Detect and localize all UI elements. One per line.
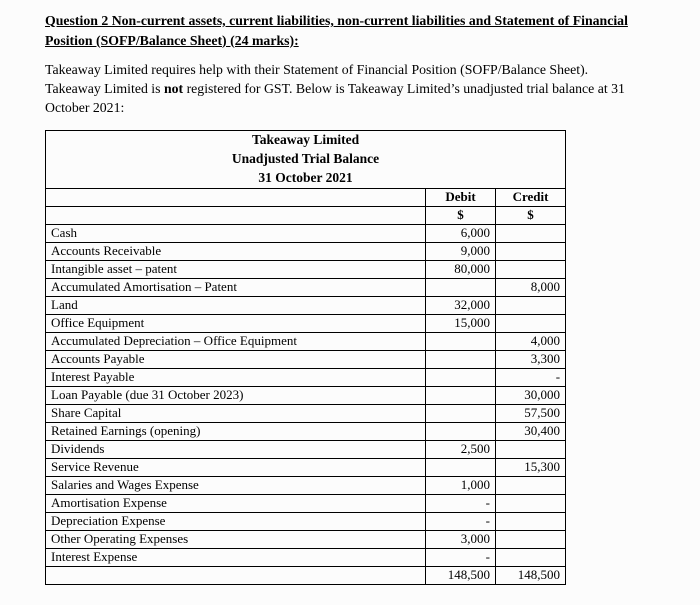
debit-value: 9,000: [426, 242, 496, 260]
account-name: Accumulated Amortisation – Patent: [46, 278, 426, 296]
table-row: [46, 242, 566, 260]
credit-value: 30,400: [496, 422, 566, 440]
total-row: [46, 566, 566, 584]
account-name: Retained Earnings (opening): [46, 422, 426, 440]
credit-value: [496, 512, 566, 530]
table-row: [46, 548, 566, 566]
account-name: Interest Payable: [46, 368, 426, 386]
debit-header: Debit: [426, 188, 496, 206]
total-account-blank: [46, 566, 426, 584]
debit-value: 80,000: [426, 260, 496, 278]
account-name: Accounts Payable: [46, 350, 426, 368]
account-name: Intangible asset – patent: [46, 260, 426, 278]
account-name: Dividends: [46, 440, 426, 458]
account-name: Land: [46, 296, 426, 314]
credit-value: 57,500: [496, 404, 566, 422]
debit-value: 2,500: [426, 440, 496, 458]
credit-value: [496, 494, 566, 512]
account-name: Share Capital: [46, 404, 426, 422]
total-credit-value: 148,500: [496, 566, 566, 584]
trial-balance-body: [46, 224, 566, 566]
table-row: [46, 368, 566, 386]
debit-value: [426, 458, 496, 476]
table-row: [46, 332, 566, 350]
table-row: [46, 260, 566, 278]
account-name: Salaries and Wages Expense: [46, 476, 426, 494]
debit-value: [426, 404, 496, 422]
table-row: [46, 224, 566, 242]
debit-value: [426, 368, 496, 386]
account-name: Service Revenue: [46, 458, 426, 476]
debit-value: 32,000: [426, 296, 496, 314]
account-name: Interest Expense: [46, 548, 426, 566]
credit-header: Credit: [496, 188, 566, 206]
credit-value: [496, 260, 566, 278]
account-name: Office Equipment: [46, 314, 426, 332]
intro-text-part2: registered for GST. Below is Takeaway Limited’s unadjusted trial balance at 31 October 2021:: [45, 81, 625, 116]
table-row: [46, 530, 566, 548]
debit-value: [426, 386, 496, 404]
table-title-line3: 31 October 2021: [258, 170, 353, 186]
credit-value: [496, 548, 566, 566]
account-name: Loan Payable (due 31 October 2023): [46, 386, 426, 404]
credit-currency-header: $: [496, 206, 566, 224]
intro-text-part1: Takeaway Limited requires help with their Statement of Financial Position (SOFP/Balance Sheet). Takeaway Limited is: [45, 62, 589, 97]
table-row: [46, 314, 566, 332]
question-heading: [45, 11, 665, 50]
table-title-line2: Unadjusted Trial Balance: [231, 151, 380, 167]
table-title-cell: [46, 131, 566, 189]
debit-value: [426, 278, 496, 296]
credit-value: [496, 530, 566, 548]
table-row: [46, 386, 566, 404]
table-row: [46, 422, 566, 440]
table-title-row: [46, 131, 566, 189]
credit-value: [496, 296, 566, 314]
credit-value: 3,300: [496, 350, 566, 368]
credit-value: [496, 314, 566, 332]
table-title-line1: Takeaway Limited: [251, 132, 360, 148]
table-row: [46, 296, 566, 314]
account-name: Depreciation Expense: [46, 512, 426, 530]
debit-value: 15,000: [426, 314, 496, 332]
credit-value: 8,000: [496, 278, 566, 296]
credit-value: 4,000: [496, 332, 566, 350]
debit-value: [426, 332, 496, 350]
debit-value: [426, 422, 496, 440]
debit-value: -: [426, 494, 496, 512]
account-name: Accounts Receivable: [46, 242, 426, 260]
credit-value: [496, 440, 566, 458]
table-row: [46, 494, 566, 512]
account-name: Other Operating Expenses: [46, 530, 426, 548]
trial-balance-head: [46, 131, 566, 225]
debit-value: 3,000: [426, 530, 496, 548]
debit-value: 1,000: [426, 476, 496, 494]
intro-paragraph: [45, 60, 645, 117]
account-name: Amortisation Expense: [46, 494, 426, 512]
table-row: [46, 350, 566, 368]
credit-value: [496, 224, 566, 242]
debit-value: -: [426, 548, 496, 566]
table-row: [46, 278, 566, 296]
account-name: Accumulated Depreciation – Office Equipment: [46, 332, 426, 350]
table-row: [46, 476, 566, 494]
table-row: [46, 458, 566, 476]
credit-value: -: [496, 368, 566, 386]
account-header-blank: [46, 188, 426, 206]
total-debit-value: 148,500: [426, 566, 496, 584]
debit-value: -: [426, 512, 496, 530]
credit-value: [496, 242, 566, 260]
question-heading-text: Question 2 Non-current assets, current liabilities, non-current liabilities and Statement of Financial Position (SOFP/Balance Sheet) (24 marks):: [45, 13, 628, 48]
credit-value: 15,300: [496, 458, 566, 476]
column-header-row: [46, 188, 566, 206]
currency-header-blank: [46, 206, 426, 224]
account-name: Cash: [46, 224, 426, 242]
table-row: [46, 440, 566, 458]
intro-bold-word: not: [163, 81, 184, 97]
table-row: [46, 404, 566, 422]
currency-header-row: [46, 206, 566, 224]
credit-value: [496, 476, 566, 494]
debit-value: 6,000: [426, 224, 496, 242]
debit-value: [426, 350, 496, 368]
credit-value: 30,000: [496, 386, 566, 404]
table-row: [46, 512, 566, 530]
debit-currency-header: $: [426, 206, 496, 224]
trial-balance-table: [45, 130, 566, 585]
